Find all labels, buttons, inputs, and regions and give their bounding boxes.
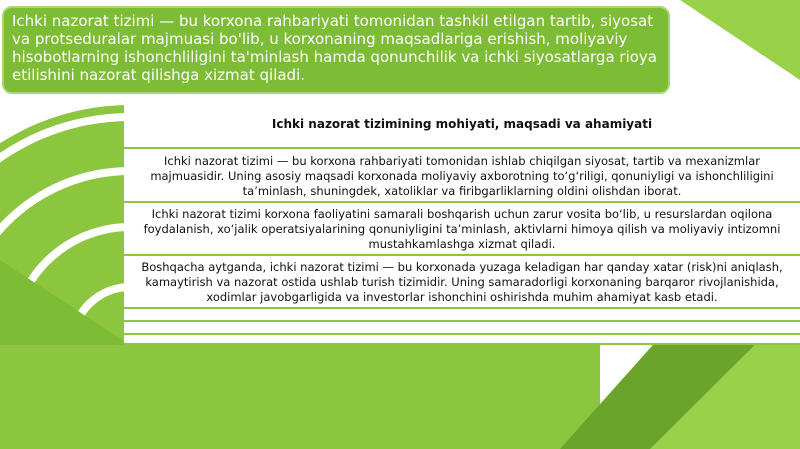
content-panel (124, 102, 800, 345)
divider (124, 333, 800, 335)
divider (124, 320, 800, 322)
intro-callout-text: Ichki nazorat tizimi — bu korxona rahbariyati tomonidan tashkil etilgan tartib, siyosat va protseduralar majmuasi bo'lib, u korxonaning maqsadlariga erishish, moliyaviy hisobotlarning ishonchliligini ta'minlash hamda qonunchilik va ichki siyosatlarga rioya etilishini nazorat qilishga xizmat qiladi. (12, 12, 657, 84)
divider (124, 201, 800, 203)
divider (124, 147, 800, 149)
panel-title: Ichki nazorat tizimining mohiyati, maqsadi va ahamiyati (271, 117, 653, 131)
divider (124, 254, 800, 256)
paragraph-3: Boshqacha aytganda, ichki nazorat tizimi — bu korxonada yuzaga keladigan har qanday xatar (risk)ni aniqlash, kamaytirish va nazorat ostida ushlab turish tizimidir. Uning samaradorligi korxonaning barqaror rivojlanishida, xodimlar javobgarligida va investorlar ishonchini oshirishda muhim ahamiyat kasb etadi. (141, 260, 783, 304)
divider (124, 307, 800, 309)
paragraph-2: Ichki nazorat tizimi korxona faoliyatini samarali boshqarish uchun zarur vosita bo‘lib, u resurslardan oqilona foydalanish, xo‘jalik operatsiyalarining qonuniyligini ta’minlash, aktivlarni himoya qilish va moliyaviy intizomni mustahkamlashga xizmat qiladi. (143, 207, 781, 251)
intro-callout-box (2, 6, 670, 94)
paragraph-1: Ichki nazorat tizimi — bu korxona rahbariyati tomonidan ishlab chiqilgan siyosat, tartib va mexanizmlar majmuasidir. Uning asosiy maqsadi korxonada moliyaviy axborotning to‘g‘riligi, qonuniyligi va ishonchliligini ta’minlash, shuningdek, xatoliklar va firibgarliklarning oldini olishdan iborat. (150, 154, 774, 198)
divider (124, 343, 800, 345)
